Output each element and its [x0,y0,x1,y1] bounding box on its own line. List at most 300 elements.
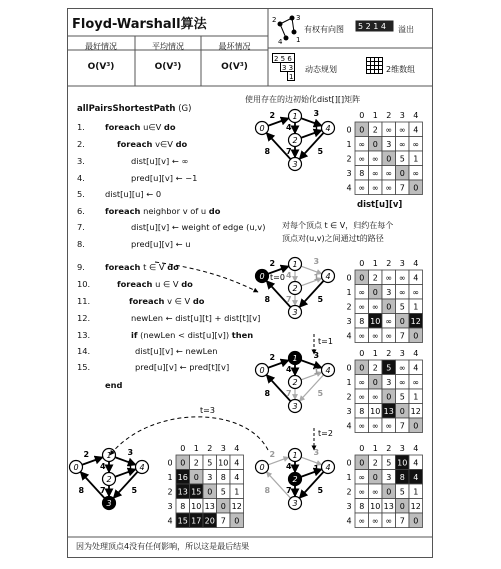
vertex-label: 1 [292,112,298,121]
row-header: 4 [346,516,352,526]
matrix-cell: 1 [413,302,419,312]
line-text: if (newLen < dist[u][v]) then [131,330,254,340]
matrix-cell: 0 [193,472,199,482]
matrix-cell: ∞ [412,377,420,387]
row-header: 1 [346,139,352,149]
row-header: 1 [346,377,352,387]
line-number: 9. [77,262,85,272]
dp-row-2: 3 3 [282,64,294,72]
line-number: 13. [77,330,91,340]
col-header: 1 [193,444,199,453]
row-header: 0 [346,273,352,283]
matrix-cell: 5 [399,392,405,402]
col-header: 4 [234,444,240,453]
col-header: 4 [413,111,419,120]
matrix-cell: ∞ [385,331,393,341]
row-header: 1 [346,472,352,482]
row-header: 3 [346,406,352,416]
matrix-cell: 4 [413,125,419,135]
matrix-cell: ∞ [358,472,366,482]
row-header: 2 [346,487,352,497]
matrix-cell: 0 [399,316,405,326]
line-number: 1. [77,122,85,132]
matrix-cell: ∞ [358,287,366,297]
vertex-label: 2 [106,475,112,484]
matrix-cell: 4 [413,363,419,373]
graph-initial [256,109,335,171]
matrix-cell: ∞ [371,392,379,402]
matrix-cell: ∞ [398,377,406,387]
vertex-label: 3 [292,499,298,508]
edge-weight: 2 [269,353,276,362]
row-header: 0 [346,363,352,373]
svg-text:4: 4 [278,38,283,46]
matrix-cell: 12 [410,406,421,416]
matrix-cell: ∞ [371,421,379,431]
edge-weight: 1 [313,464,320,473]
matrix-cell: ∞ [371,487,379,497]
matrix-cell: 0 [386,154,392,164]
matrix-cell: 2 [372,458,378,468]
matrix-cell: 4 [413,472,419,482]
matrix-cell: ∞ [371,331,379,341]
vertex-label: 4 [325,463,331,472]
edge-weight: 5 [317,389,324,398]
edge-weight: 3 [313,109,320,118]
row-header: 3 [346,316,352,326]
worst-case-label: 最坏情况 [218,42,251,51]
line-text: pred[u][v] ← pred[t][v] [135,362,230,372]
line-number: 11. [77,296,91,306]
matrix-cell: 3 [386,139,392,149]
matrix-cell: 5 [207,458,213,468]
overflow-icon-digits: 5 2 1 4 [358,22,386,31]
matrix-cell: 5 [399,154,405,164]
page-title: Floyd-Warshall算法 [72,17,207,32]
line-number: 3. [77,156,85,166]
row-header: 1 [346,287,352,297]
edge-weight: 1 [127,464,134,473]
edge-weight: 2 [269,450,276,459]
col-header: 3 [399,444,405,453]
matrix-cell: 2 [372,363,378,373]
best-case-label: 最好情况 [85,42,117,51]
vertex-label: 0 [259,463,265,472]
matrix-cell: 0 [372,287,378,297]
matrix-cell: 13 [383,501,394,511]
legend-2d-label: 2维数组 [386,65,416,74]
col-header: 2 [207,444,213,453]
edge-weight: 3 [313,351,320,360]
line-number: 14. [77,346,91,356]
dist-matrix-init [346,111,422,195]
matrix-cell: ∞ [385,125,393,135]
vertex-label: 3 [292,160,298,169]
matrix-cell: 17 [191,516,202,526]
graph-t0 [256,257,335,319]
legend-overflow-label: 溢出 [398,25,414,34]
matrix-cell: 13 [383,406,394,416]
matrix-cell: ∞ [358,516,366,526]
matrix-cell: ∞ [412,139,420,149]
row-header: 0 [346,125,352,135]
matrix-cell: ∞ [385,168,393,178]
line-number: 10. [77,279,91,289]
matrix-cell: ∞ [358,487,366,497]
matrix-cell: 2 [372,273,378,283]
matrix-cell: 0 [372,377,378,387]
dist-matrix-t0 [346,259,422,343]
matrix-cell: 0 [399,406,405,416]
vertex-label: 2 [292,284,298,293]
matrix-cell: 15 [191,487,202,497]
matrix-cell: 10 [218,458,229,468]
vertex-label: 1 [292,451,298,460]
matrix-cell: 13 [177,487,188,497]
matrix-cell: 0 [399,501,405,511]
vertex-label: 0 [73,463,79,472]
line-number: 15. [77,362,91,372]
vertex-label: 4 [325,124,331,133]
matrix-cell: 2 [372,125,378,135]
matrix-cell: 0 [359,125,365,135]
matrix-cell: 0 [413,516,419,526]
matrix-cell: ∞ [385,183,393,193]
row-header: 0 [346,458,352,468]
col-header: 3 [220,444,226,453]
line-text: foreach u∈V do [105,122,176,132]
vertex-label: 2 [292,475,298,484]
vertex-label: 3 [106,499,112,508]
step-label-t3: t=3 [200,406,215,415]
matrix-cell: 8 [180,501,186,511]
vertex-label: 1 [292,354,298,363]
svg-text:3: 3 [296,14,301,22]
edge-weight: 3 [127,448,134,457]
edge-weight: 8 [264,295,271,304]
matrix-cell: 3 [386,377,392,387]
edge-weight: 7 [100,486,106,495]
matrix-cell: 0 [207,487,213,497]
matrix-cell: 0 [413,331,419,341]
matrix-cell: 0 [413,183,419,193]
vertex-label: 1 [106,451,112,460]
init-note: 使用存在的边初始化dist[][]矩阵 [245,95,361,104]
legend-graph-label: 有权有向图 [304,25,344,34]
col-header: 4 [413,444,419,453]
matrix-cell: 8 [359,406,365,416]
vertex-label: 0 [259,124,265,133]
edge-weight: 2 [269,259,276,268]
edge-weight: 5 [317,147,324,156]
matrix-cell: 0 [386,392,392,402]
col-header: 0 [359,259,365,268]
line-text: pred[u][v] ← −1 [131,173,198,183]
matrix-cell: 1 [413,487,419,497]
matrix-cell: ∞ [385,421,393,431]
line-number: 7. [77,222,85,232]
matrix-cell: ∞ [371,516,379,526]
edge-weight: 2 [83,450,90,459]
matrix-cell: ∞ [371,154,379,164]
legend-dp-label: 动态规划 [305,65,337,74]
step-arrow-t0 [155,262,258,292]
matrix-cell: ∞ [371,302,379,312]
line-text: dist[u][v] ← newLen [135,346,218,356]
col-header: 0 [180,444,186,453]
matrix-cell: 15 [177,516,188,526]
edge-weight: 1 [313,367,320,376]
matrix-cell: 20 [204,516,215,526]
step-arrow-t3 [110,417,268,455]
footer-note: 因为处理顶点4没有任何影响，所以这是最后结果 [76,542,250,551]
col-header: 4 [413,349,419,358]
dist-matrix-t2 [346,444,422,528]
matrix-cell: ∞ [358,183,366,193]
average-case-value: O(V³) [154,62,182,72]
matrix-cell: 0 [180,458,186,468]
matrix-cell: ∞ [358,421,366,431]
svg-text:2: 2 [272,16,277,24]
row-header: 4 [167,516,173,526]
line-text: foreach u ∈ V do [117,279,193,289]
matrix-cell: 0 [359,363,365,373]
line-text: newLen ← dist[u][t] + dist[t][v] [131,313,261,323]
line-text: foreach v∈V do [117,139,188,149]
vertex-label: 3 [292,402,298,411]
matrix-cell: 7 [399,331,405,341]
function-arg: (G) [178,104,192,114]
row-header: 2 [346,302,352,312]
matrix-cell: 12 [410,316,421,326]
col-header: 2 [386,111,392,120]
vertex-label: 4 [325,366,331,375]
matrix-cell: 7 [399,516,405,526]
matrix-cell: 12 [410,501,421,511]
vertex-label: 1 [292,260,298,269]
dist-label: dist[u][v] [357,200,403,210]
explain-line-1: 对每个顶点 t ∈ V，归约在每个 [282,221,394,230]
matrix-cell: 8 [399,472,405,482]
worst-case-value: O(V³) [221,62,248,72]
col-header: 2 [386,259,392,268]
matrix-cell: 16 [177,472,188,482]
matrix-cell: 1 [413,154,419,164]
col-header: 4 [413,259,419,268]
line-text: pred[u][v] ← u [131,239,191,249]
matrix-cell: ∞ [385,316,393,326]
matrix-cell: 10 [370,501,381,511]
col-header: 1 [372,349,378,358]
line-number: 2. [77,139,85,149]
dist-matrix-t3 [167,444,243,528]
row-header: 4 [346,331,352,341]
matrix-cell: 0 [413,421,419,431]
matrix-cell: 0 [234,516,240,526]
graph-t1 [256,351,335,413]
edge-weight: 5 [317,295,324,304]
row-header: 2 [346,392,352,402]
dp-row-3: 1 [289,73,294,81]
matrix-cell: 7 [399,183,405,193]
step-label-t0: t=0 [270,273,285,282]
col-header: 0 [359,349,365,358]
edge-weight: 7 [286,389,292,398]
col-header: 1 [372,259,378,268]
matrix-cell: 0 [372,472,378,482]
edge-weight: 4 [100,462,106,471]
matrix-cell: 5 [386,363,392,373]
dist-matrix-t1 [346,349,422,433]
matrix-cell: ∞ [358,331,366,341]
function-name: allPairsShortestPath [77,104,176,114]
row-header: 2 [167,487,173,497]
vertex-label: 0 [259,366,265,375]
matrix-cell: 0 [359,458,365,468]
explain-line-2: 顶点对(u,v)之间通过t的路径 [282,234,384,243]
matrix-cell: ∞ [398,125,406,135]
line-number: 6. [77,206,85,216]
line-text: dist[u][v] ← ∞ [131,156,189,166]
matrix-cell: ∞ [398,287,406,297]
vertex-label: 3 [292,308,298,317]
matrix-cell: 7 [220,516,226,526]
matrix-cell: 10 [191,501,202,511]
col-header: 0 [359,111,365,120]
matrix-cell: 5 [220,487,226,497]
dp-row-1: 2 5 6 [274,55,292,63]
matrix-cell: 3 [386,472,392,482]
row-header: 4 [346,421,352,431]
matrix-cell: ∞ [385,273,393,283]
matrix-cell: 0 [372,139,378,149]
line-text: foreach neighbor v of u do [105,206,221,216]
vertex-label: 4 [139,463,145,472]
step-label-t2: t=2 [318,429,333,438]
edge-weight: 4 [286,365,292,374]
matrix-cell: 4 [413,458,419,468]
matrix-cell: ∞ [358,377,366,387]
line-number: 5. [77,189,85,199]
row-header: 3 [346,168,352,178]
edge-weight: 3 [313,257,320,266]
matrix-cell: 10 [370,316,381,326]
svg-text:1: 1 [296,36,301,44]
matrix-cell: 2 [193,458,199,468]
col-header: 3 [399,111,405,120]
matrix-cell: ∞ [398,273,406,283]
line-number: 12. [77,313,91,323]
line-number: 4. [77,173,85,183]
matrix-cell: ∞ [358,139,366,149]
matrix-cell: ∞ [358,302,366,312]
vertex-label: 2 [292,136,298,145]
edge-weight: 8 [264,389,271,398]
edge-weight: 1 [313,273,320,282]
col-header: 3 [399,349,405,358]
edge-weight: 8 [264,147,271,156]
row-header: 1 [167,472,173,482]
matrix-cell: 8 [359,316,365,326]
matrix-cell: ∞ [398,139,406,149]
matrix-cell: 12 [231,501,242,511]
col-header: 1 [372,111,378,120]
matrix-cell: 13 [204,501,215,511]
matrix-cell: 0 [399,168,405,178]
edge-weight: 7 [286,295,292,304]
matrix-cell: ∞ [358,154,366,164]
row-header: 4 [346,183,352,193]
graph-t3 [70,448,149,510]
row-header: 0 [167,458,173,468]
graph-t2 [256,448,335,510]
line-text: end [105,380,123,390]
matrix-cell: 0 [386,487,392,497]
edge-weight: 4 [286,271,292,280]
matrix-cell: ∞ [371,183,379,193]
col-header: 0 [359,444,365,453]
matrix-cell: 5 [399,487,405,497]
line-text: foreach v ∈ V do [129,296,205,306]
vertex-label: 4 [325,272,331,281]
average-case-label: 平均情况 [152,42,184,51]
matrix-cell: ∞ [412,287,420,297]
matrix-cell: 8 [359,501,365,511]
col-header: 3 [399,259,405,268]
matrix-cell: ∞ [385,516,393,526]
edge-weight: 5 [317,486,324,495]
matrix-cell: 10 [370,406,381,416]
edge-weight: 5 [131,486,138,495]
matrix-cell: 3 [386,287,392,297]
edge-weight: 4 [286,462,292,471]
matrix-cell: 8 [359,168,365,178]
matrix-cell: 5 [399,302,405,312]
col-header: 2 [386,349,392,358]
matrix-cell: 10 [397,458,408,468]
matrix-cell: ∞ [412,168,420,178]
row-header: 3 [167,501,173,511]
line-number: 8. [77,239,85,249]
matrix-cell: 8 [220,472,226,482]
matrix-cell: ∞ [371,168,379,178]
vertex-label: 0 [259,272,265,281]
best-case-value: O(V³) [87,62,115,72]
matrix-cell: 4 [234,472,240,482]
matrix-cell: 0 [359,273,365,283]
matrix-cell: 7 [399,421,405,431]
matrix-cell: ∞ [398,363,406,373]
matrix-cell: ∞ [358,392,366,402]
edge-weight: 8 [78,486,85,495]
matrix-cell: 0 [386,302,392,312]
edge-weight: 1 [313,125,320,134]
col-header: 1 [372,444,378,453]
matrix-cell: 0 [220,501,226,511]
matrix-cell: 3 [207,472,213,482]
edge-weight: 7 [286,486,292,495]
edge-weight: 4 [286,123,292,132]
col-header: 2 [386,444,392,453]
edge-weight: 7 [286,147,292,156]
line-text: dist[u][v] ← weight of edge (u,v) [131,222,266,232]
row-header: 3 [346,501,352,511]
step-label-t1: t=1 [318,337,333,346]
vertex-label: 2 [292,378,298,387]
matrix-cell: 5 [386,458,392,468]
row-header: 2 [346,154,352,164]
matrix-cell: 1 [413,392,419,402]
